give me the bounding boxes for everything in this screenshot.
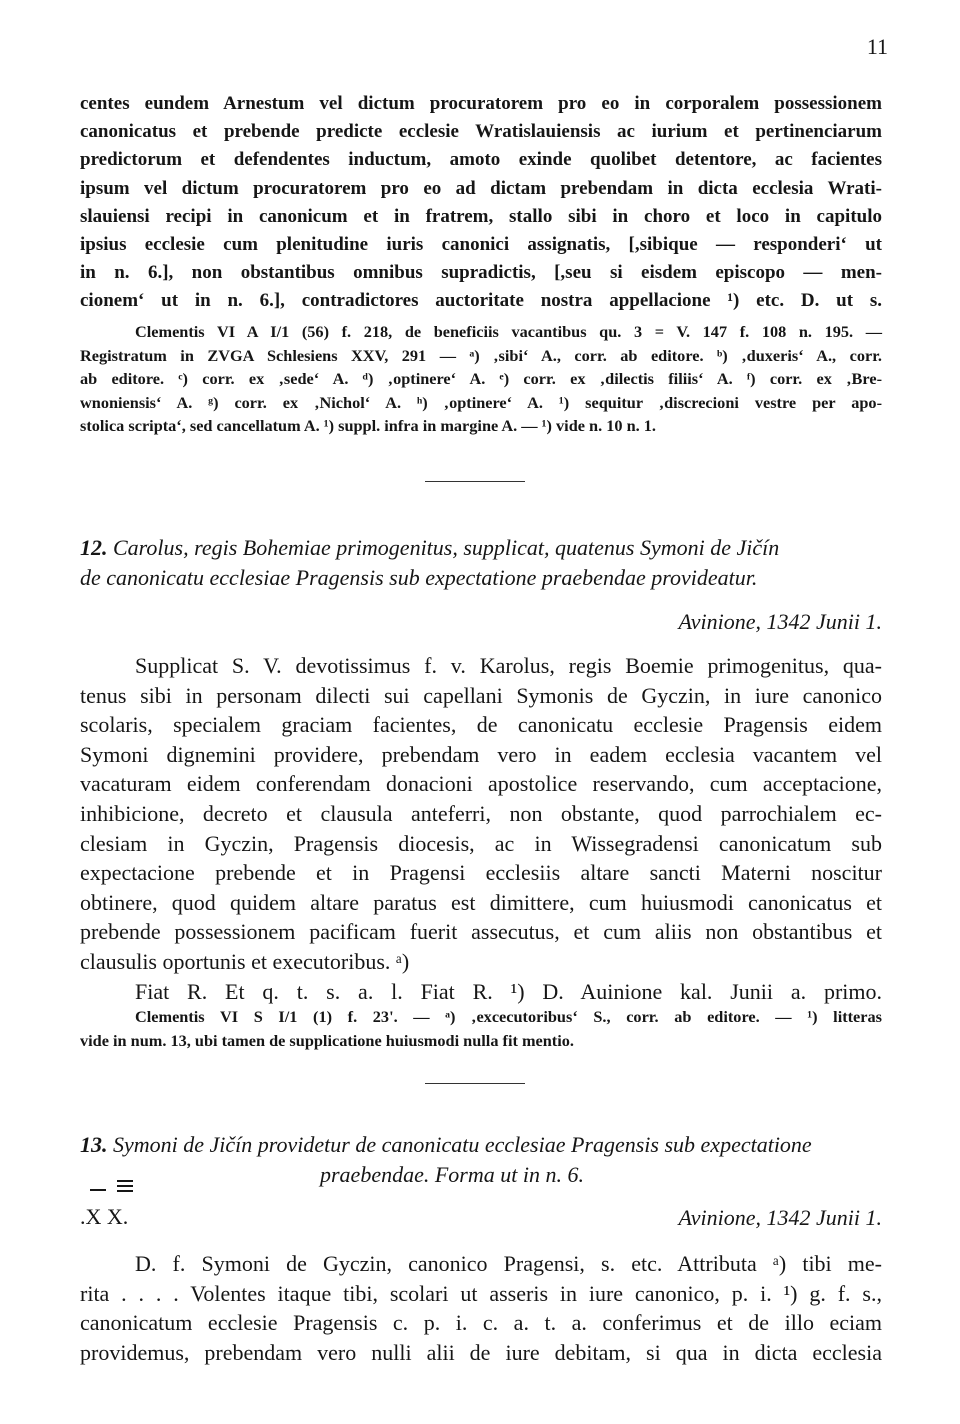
text-line: ipsius ecclesie cum plenitudine iuris canonici assignatis, [,sibique — responderi‘ ut	[80, 234, 882, 256]
document-title-line	[80, 1130, 882, 1160]
sigla-overline	[117, 1185, 133, 1187]
section-divider	[425, 1083, 525, 1084]
footnote-line: stolica scripta‘, sed cancellatum A. ¹) suppl. infra in margine A. — ¹) vide n. 10 n. 1.	[80, 416, 656, 435]
text-line: prebende possessionem pacificam fuerit assecutus, et cum aliis non obstantibus et	[80, 919, 882, 945]
footnote-line: ab editore. ᶜ) corr. ex ‚sede‘ A. ᵈ) ‚optinere‘ A. ᵉ) corr. ex ‚dilectis filiis‘ A. ᶠ) corr. ex ‚Bre-	[80, 369, 882, 388]
text-line: cionem‘ ut in n. 6.], contradictores auctoritate nostra appellacione ¹) etc. D. ut s.	[80, 290, 882, 312]
footnote-line: vide in num. 13, ubi tamen de supplicatione huiusmodi nulla fit mentio.	[80, 1030, 574, 1050]
document-number: 13.	[80, 1132, 108, 1157]
document-date: Avinione, 1342 Junii 1.	[678, 1205, 882, 1230]
footnotes-11	[80, 320, 882, 438]
text-line: tenus sibi in personam dilecti sui capellani Symonis de Gyczin, in iure canonico	[80, 682, 882, 708]
document-13-text	[80, 1249, 882, 1367]
text-line: canonicatus et prebende predicte ecclesie Wratislauiensis ac iurium et pertinenciarum	[80, 121, 882, 143]
text-line: inhibicione, decreto et clausula anteferri, non obstante, quod parrochialem ec-	[80, 800, 882, 826]
footnote-line: Clementis VI A I/1 (56) f. 218, de beneficiis vacantibus qu. 3 = V. 147 f. 108 n. 195. —	[135, 322, 882, 341]
sigla-overline	[90, 1189, 106, 1191]
sigla-overline	[117, 1190, 133, 1192]
document-title-line: praebendae. Forma ut in n. 6.	[320, 1162, 584, 1187]
document-12-text	[80, 651, 882, 1006]
text-line: predictorum et defendentes inductum, amoto exinde quolibet detentore, ac facientes	[80, 149, 882, 171]
footnote-line: wnoniensis‘ A. ᵍ) corr. ex ‚Nichol‘ A. ʰ) ‚optinere‘ A. ¹) sequitur ‚discrecioni vestre per apo-	[80, 392, 882, 412]
sigla-part: .X	[80, 1204, 102, 1229]
footnotes-12	[80, 1005, 882, 1052]
document-title-line: de canonicatu ecclesiae Pragensis sub expectatione praebendae provideatur.	[80, 565, 758, 590]
footnote-line: Registratum in ZVGA Schlesiens XXV, 291 — ᵃ) ‚sibi‘ A., corr. ab editore. ᵇ) ‚duxeris‘ A., corr.	[80, 345, 882, 365]
sigla-part: X.	[106, 1204, 129, 1229]
text-line: clesiam in Gyczin, Pragensis diocesis, ac in Wissegradensi canonicatum sub	[80, 830, 882, 856]
text-line: rita . . . . Volentes itaque tibi, scolari ut asseris in iure canonico, p. i. ¹) g. f. s.,	[80, 1280, 882, 1306]
text-line: vacaturam eidem conferendam donacioni apostolice reservando, cum acceptacione,	[80, 771, 882, 797]
document-title: Carolus, regis Bohemiae primogenitus, supplicat, quatenus Symoni de Jičín	[113, 535, 780, 560]
fiat-line: Fiat R. Et q. t. s. a. l. Fiat R. ¹) D. Auinione kal. Junii a. primo.	[135, 978, 882, 1004]
text-line: canonicatum ecclesie Pragensis c. p. i. c. a. t. a. conferimus et de illo eciam	[80, 1310, 882, 1336]
text-line: ipsum vel dictum procuratorem pro eo ad dictam prebendam in dicta ecclesia Wrati-	[80, 177, 882, 199]
text-line: in n. 6.], non obstantibus omnibus supradictis, [,seu si eisdem episcopo — men-	[80, 262, 882, 284]
section-divider	[425, 481, 525, 482]
sigla-overline	[117, 1180, 133, 1182]
page-number: 11	[866, 34, 888, 59]
text-line: Supplicat S. V. devotissimus f. v. Karolus, regis Boemie primogenitus, qua-	[135, 653, 882, 678]
text-line: D. f. Symoni de Gyczin, canonico Pragensi, s. etc. Attributa ᵃ) tibi me-	[135, 1251, 882, 1276]
continuation-paragraph	[80, 90, 882, 316]
document-number: 12.	[80, 535, 108, 560]
document-12-heading	[80, 533, 882, 593]
document-title: Symoni de Jičín providetur de canonicatu ecclesiae Pragensis sub expectatione	[113, 1132, 812, 1157]
text-line: providemus, prebendam vero nulli alii de iure debitam, si qua in dicta ecclesia	[80, 1339, 882, 1365]
sigla-text	[80, 1204, 128, 1230]
text-line: clausulis oportunis et executoribus. ᵃ)	[80, 948, 410, 974]
text-line: centes eundem Arnestum vel dictum procuratorem pro eo in corporalem possessionem	[80, 93, 882, 114]
document-13-heading	[80, 1130, 882, 1190]
text-line: obtinere, quod quidem altare paratus est dimittere, cum huiusmodi canonicatus et	[80, 889, 882, 915]
text-line: slauiensi recipi in canonicum et in fratrem, stallo sibi in choro et loco in capitulo	[80, 205, 882, 227]
text-line: expectacione prebende et in Pragensi ecclesiis altare sancti Materni noscitur	[80, 860, 882, 886]
text-line: scolaris, specialem graciam facientes, de canonicatu ecclesie Pragensis eidem	[80, 712, 882, 738]
document-title-line	[80, 533, 882, 563]
text-line: Symoni dignemini providere, prebendam vero in eadem ecclesia vacantem vel	[80, 741, 882, 767]
document-date: Avinione, 1342 Junii 1.	[678, 609, 882, 634]
footnote-line: Clementis VI S I/1 (1) f. 23'. — ᵃ) ‚excecutoribus‘ S., corr. ab editore. — ¹) litteras	[135, 1007, 882, 1026]
